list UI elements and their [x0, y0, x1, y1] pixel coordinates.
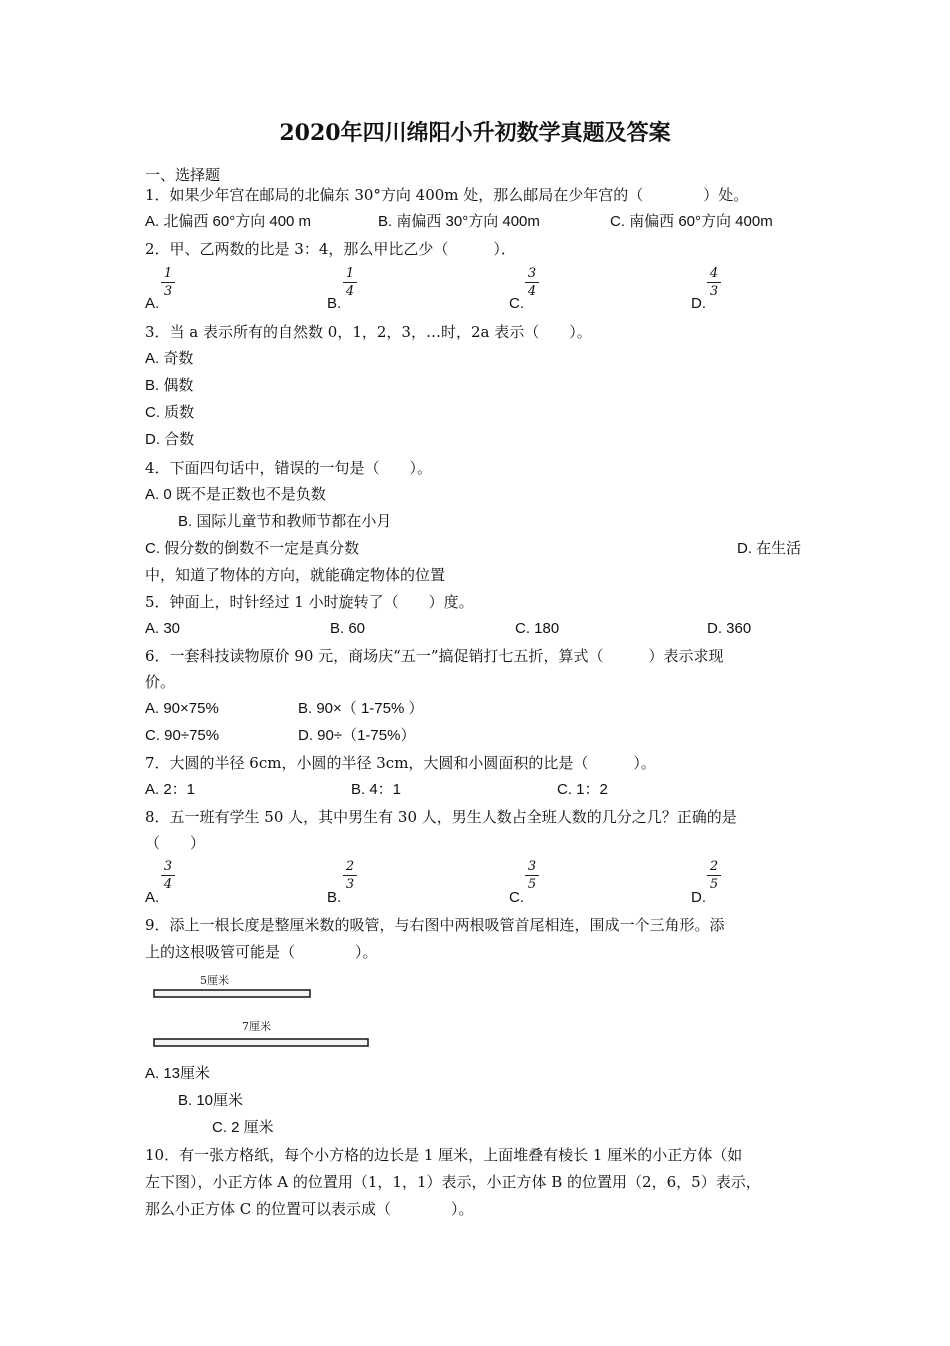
- q7-option-c: C. 1：2: [557, 781, 608, 798]
- q8-option-b: B.: [327, 889, 342, 906]
- q9-option-a: A. 13厘米: [145, 1065, 211, 1082]
- q2-fraction-a: 1 3: [160, 266, 176, 299]
- q4-option-d-part1: D. 在生活: [737, 540, 802, 557]
- q7-option-b: B. 4：1: [351, 781, 402, 798]
- q1-option-b: B. 南偏西 30°方向 400m: [378, 213, 540, 230]
- q8-stem-line2: （ ）: [145, 834, 206, 852]
- q1-stem: 1．如果少年宫在邮局的北偏东 30°方向 400m 处，那么邮局在少年宫的（ ）处。: [145, 186, 749, 204]
- q10-line1: 10．有一张方格纸，每个小方格的边长是 1 厘米，上面堆叠有棱长 1 厘米的小正方体（如: [145, 1146, 743, 1164]
- q9-option-b: B. 10厘米: [178, 1092, 244, 1109]
- q8-option-c: C.: [509, 889, 524, 906]
- q2-fraction-d: 4 3: [706, 266, 722, 299]
- q4-option-d-part2: 中，知道了物体的方向，就能确定物体的位置: [145, 567, 446, 584]
- q2-fraction-c: 3 4: [524, 266, 540, 299]
- q8-option-a: A.: [145, 889, 160, 906]
- q9-stem-line1: 9．添上一根长度是整厘米数的吸管，与右图中两根吸管首尾相连，围成一个三角形。添: [145, 916, 725, 934]
- q8-fraction-d: 2 5: [706, 859, 722, 892]
- q7-option-a: A. 2：1: [145, 781, 196, 798]
- q10-line3: 那么小正方体 C 的位置可以表示成（ ）。: [145, 1200, 474, 1218]
- section-heading: 一、选择题: [145, 166, 221, 184]
- q7-stem: 7．大圆的半径 6cm，小圆的半径 3cm，大圆和小圆面积的比是（ ）。: [145, 754, 656, 772]
- straw-7cm-label: 7厘米: [242, 1020, 271, 1033]
- q9-option-c: C. 2 厘米: [212, 1119, 274, 1136]
- q1-option-c: C. 南偏西 60°方向 400m: [610, 213, 773, 230]
- q5-option-d: D. 360: [707, 620, 752, 637]
- q4-option-a: A. 0 既不是正数也不是负数: [145, 486, 326, 503]
- q3-option-a: A. 奇数: [145, 350, 194, 367]
- q3-option-c: C. 质数: [145, 404, 195, 421]
- straw-5cm: [154, 990, 310, 997]
- q6-stem-line2: 价。: [145, 673, 176, 691]
- q3-option-b: B. 偶数: [145, 377, 194, 394]
- q2-option-c: C.: [509, 295, 524, 312]
- q4-option-b: B. 国际儿童节和教师节都在小月: [178, 513, 392, 530]
- q5-stem: 5．钟面上，时针经过 1 小时旋转了（ ）度。: [145, 593, 474, 611]
- q10-line2: 左下图），小正方体 A 的位置用（1，1，1）表示，小正方体 B 的位置用（2，6，5）表示，: [145, 1173, 761, 1191]
- q9-stem-line2: 上的这根吸管可能是（ ）。: [145, 943, 378, 961]
- q3-option-d: D. 合数: [145, 431, 195, 448]
- q4-option-c: C. 假分数的倒数不一定是真分数: [145, 540, 360, 557]
- q2-stem: 2．甲、乙两数的比是 3：4，那么甲比乙少（ ）．: [145, 240, 516, 258]
- q6-option-a: A. 90×75%: [145, 700, 219, 717]
- q2-fraction-b: 1 4: [342, 266, 358, 299]
- straws-figure: [148, 968, 378, 1054]
- straw-7cm: [154, 1039, 368, 1046]
- q8-option-d: D.: [691, 889, 706, 906]
- q5-option-b: B. 60: [330, 620, 366, 637]
- q8-fraction-a: 3 4: [160, 859, 176, 892]
- q5-option-c: C. 180: [515, 620, 560, 637]
- q8-fraction-c: 3 5: [524, 859, 540, 892]
- q2-option-d: D.: [691, 295, 706, 312]
- q6-option-d: D. 90÷（1-75%）: [298, 727, 416, 744]
- q6-option-c: C. 90÷75%: [145, 727, 220, 744]
- q2-option-a: A.: [145, 295, 160, 312]
- q6-option-b: B. 90×（ 1-75% ）: [298, 700, 424, 717]
- q1-option-a: A. 北偏西 60°方向 400 m: [145, 213, 312, 230]
- q8-stem-line1: 8．五一班有学生 50 人，其中男生有 30 人，男生人数占全班人数的几分之几？正确的是: [145, 808, 737, 826]
- page-title: 2020年四川绵阳小升初数学真题及答案: [279, 120, 671, 146]
- q8-fraction-b: 2 3: [342, 859, 358, 892]
- q3-stem: 3．当 a 表示所有的自然数 0，1，2，3，…时，2a 表示（ ）。: [145, 323, 592, 341]
- q4-stem: 4．下面四句话中，错误的一句是（ ）。: [145, 459, 433, 477]
- q2-option-b: B.: [327, 295, 342, 312]
- straw-5cm-label: 5厘米: [200, 974, 229, 987]
- q6-stem-line1: 6．一套科技读物原价 90 元，商场庆“五一”搞促销打七五折，算式（ ）表示求现: [145, 647, 724, 665]
- q5-option-a: A. 30: [145, 620, 181, 637]
